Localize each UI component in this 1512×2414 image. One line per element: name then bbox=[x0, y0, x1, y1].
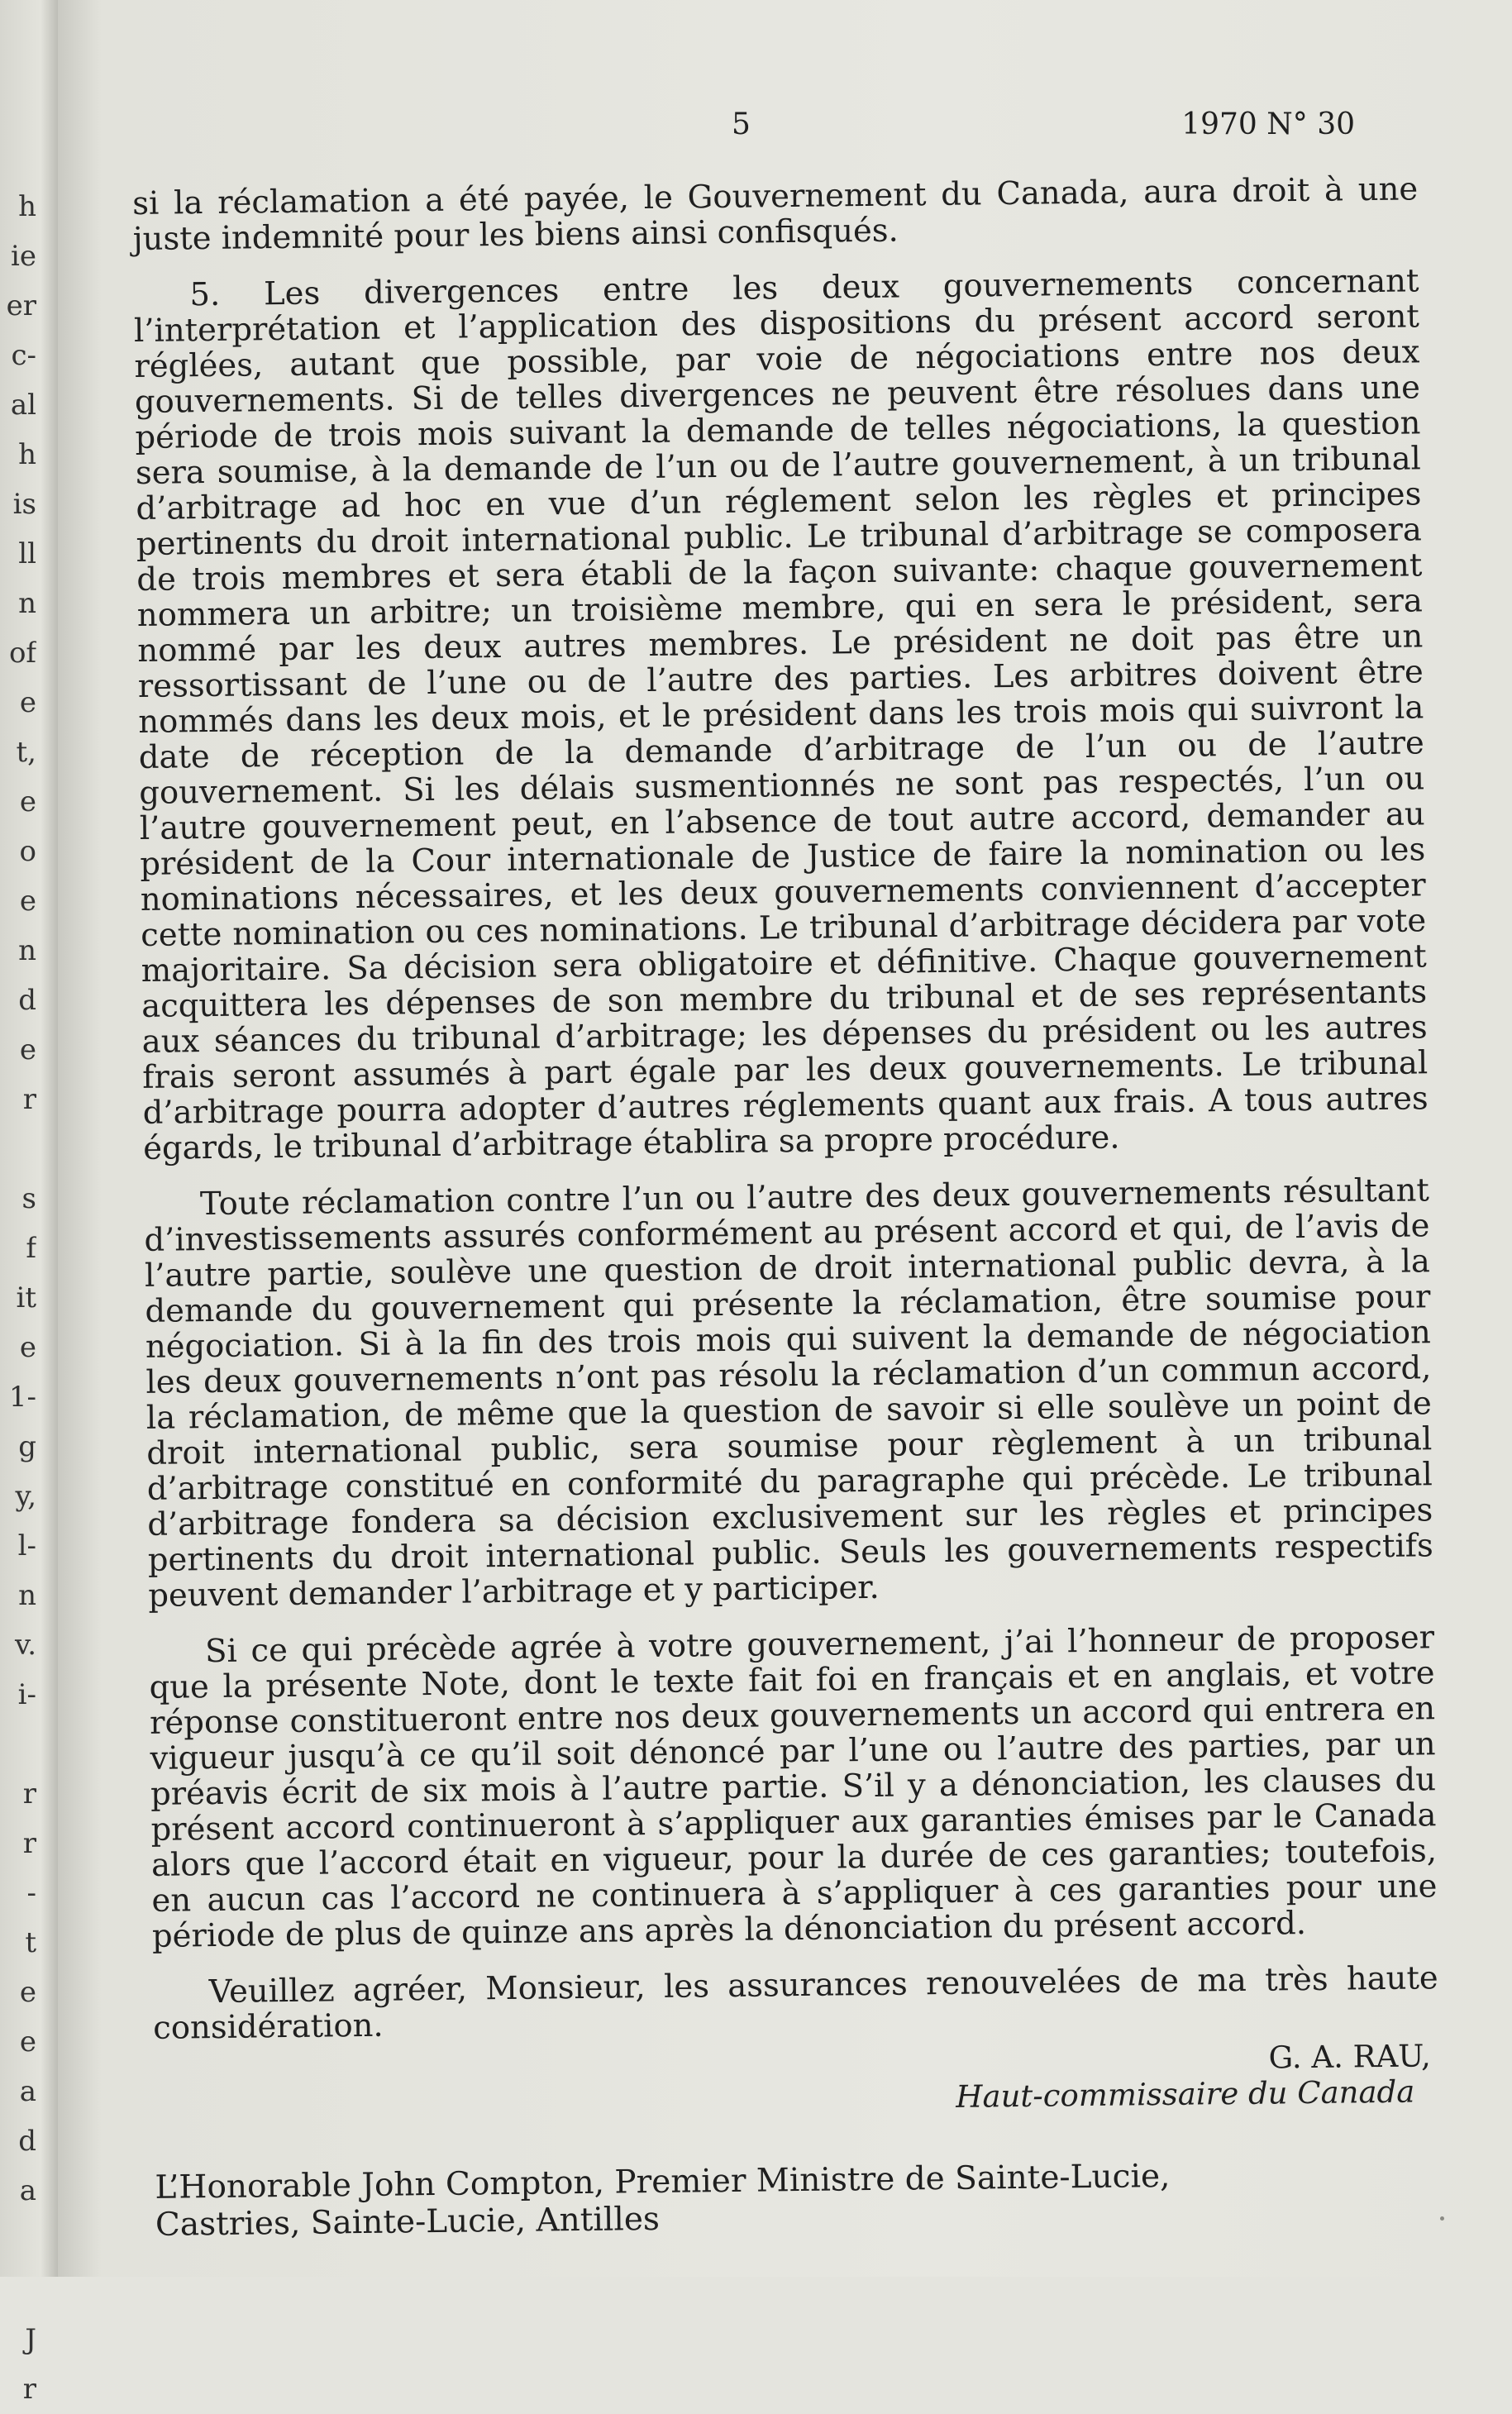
gutter-char: a bbox=[19, 2075, 36, 2108]
gutter-char: n bbox=[18, 587, 36, 620]
gutter-char: - bbox=[26, 1877, 36, 1910]
gutter-char: e bbox=[19, 885, 36, 918]
gutter-char: d bbox=[18, 2125, 36, 2158]
paragraph-proposal: Si ce qui précède agrée à votre gouvernement, j’ai l’honneur de proposer que la présente Note, dont le texte fait foi en français et en anglais, et votre réponse constitueront entre nos deux gouvernements un accord qui entrera en vigueur jusqu’à ce qu’il soit dénoncé par l’une ou l’autre des parties, par un préavis écrit de six mois à l’autre partie. S’il y a dénonciation, les clauses du présent accord continueront à s’appliquer aux garanties émises par le Canada alors que l’accord était en vigueur, pour la durée de ces garanties; toutefois, en aucun cas l’accord ne continuera à s’appliquer à ces garanties pour une période de plus de quinze ans après la dénonciation du présent accord. bbox=[149, 1619, 1438, 1955]
facing-page-edge bbox=[0, 0, 58, 2406]
gutter-char: a bbox=[19, 2174, 36, 2207]
gutter-char: v. bbox=[15, 1629, 36, 1662]
gutter-char: t bbox=[25, 1926, 36, 1959]
gutter-char: e bbox=[19, 686, 36, 719]
gutter-char: l- bbox=[17, 1529, 36, 1562]
gutter-char: e bbox=[19, 2025, 36, 2059]
gutter-char: e bbox=[19, 1331, 36, 1364]
gutter-char bbox=[0, 1720, 36, 1769]
gutter-char: ll bbox=[18, 537, 36, 570]
gutter-char: 1- bbox=[8, 1381, 36, 1414]
gutter-char bbox=[0, 1124, 36, 1174]
gutter-char bbox=[0, 2216, 36, 2265]
gutter-char: y, bbox=[15, 1480, 36, 1513]
gutter-char: t, bbox=[16, 736, 36, 769]
document-body bbox=[132, 171, 1441, 2243]
gutter-char: f bbox=[26, 1232, 36, 1265]
gutter-char: er bbox=[6, 289, 36, 322]
paragraph-claims: Toute réclamation contre l’un ou l’autre des deux gouvernements résultant d’investissements assurés conformément au présent accord et qui, de l’avis de l’autre partie, soulève une question de droit international public devra, à la demande du gouvernement qui présente la réclamation, être soumise pour négociation. Si à la fin des trois mois qui suivent la demande de négociation les deux gouvernements n’ont pas résolu la réclamation d’un commun accord, la réclamation, de même que la question de savoir si elle soulève un point de droit international public, sera soumise pour règlement à un tribunal d’arbitrage constitué en conformité du paragraphe qui précède. Le tribunal d’arbitrage fondera sa décision exclusivement sur les règles et principes pertinents du droit international public. Seuls les gouvernements respectifs peuvent demander l’arbitrage et y participer. bbox=[144, 1171, 1434, 1615]
gutter-char: i- bbox=[17, 1678, 36, 1711]
page-number: 5 bbox=[732, 107, 751, 141]
paragraph-article-5: 5. Les divergences entre les deux gouvernements concernant l’interprétation et l’application des dispositions du présent accord seront réglées, autant que possible, par voie de négociations entre nos deux gouvernements. Si de telles divergences ne peuvent être résolues dans une période de trois mois suivant la demande de telles négociations, la question sera soumise, à la demande de l’un ou de l’autre gouvernement, à un tribunal d’arbitrage ad hoc en vue d’un réglement selon les règles et principes pertinents du droit international public. Le tribunal d’arbitrage se composera de trois membres et sera établi de la façon suivante: chaque gouvernement nommera un arbitre; un troisième membre, qui en sera le président, sera nommé par les deux autres membres. Le président ne doit pas être un ressortissant de l’une ou de l’autre des parties. Les arbitres doivent être nommés dans les deux mois, et le président dans les trois mois qui suivront la date de réception de la demande d’arbitrage de l’un ou de l’autre gouvernement. Si les délais susmentionnés ne sont pas respectés, l’un ou l’autre gouvernement peut, en l’absence de tout autre accord, demander au président de la Cour internationale de Justice de faire la nomination ou les nominations nécessaires, et les deux gouvernements conviennent d’accepter cette nomination ou ces nominations. Le tribunal d’arbitrage décidera par vote majoritaire. Sa décision sera obligatoire et définitive. Chaque gouvernement acquittera les dépenses de son membre du tribunal et de ses représentants aux séances du tribunal d’arbitrage; les dépenses du président ou les autres frais seront assumés à part égale par les deux gouvernements. Le tribunal d’arbitrage pourra adopter d’autres réglements quant aux frais. A tous autres égards, le tribunal d’arbitrage établira sa propre procédure. bbox=[133, 262, 1429, 1167]
gutter-char: e bbox=[19, 1033, 36, 1066]
gutter-char: s bbox=[21, 1182, 36, 1215]
gutter-char: n bbox=[18, 934, 36, 967]
facing-page-text-fragments bbox=[0, 182, 36, 2414]
gutter-char: e bbox=[19, 785, 36, 818]
document-page bbox=[58, 0, 1512, 2277]
closing-formula: Veuillez agréer, Monsieur, les assurances renouvelées de ma très haute considération. bbox=[153, 1959, 1438, 2047]
gutter-char: J bbox=[25, 2323, 36, 2356]
gutter-char: al bbox=[10, 389, 36, 422]
issue-number: 1970 N° 30 bbox=[1181, 107, 1355, 141]
page-header bbox=[58, 107, 1512, 149]
gutter-char: g bbox=[18, 1430, 36, 1463]
paper-speck bbox=[1440, 2216, 1444, 2221]
recipient-line-1: L’Honorable John Compton, Premier Ministre de Sainte-Lucie, bbox=[155, 2157, 1171, 2206]
gutter-char bbox=[0, 2265, 36, 2315]
gutter-char: ie bbox=[11, 240, 36, 273]
signatory-title: Haut-commissaire du Canada bbox=[956, 2073, 1415, 2115]
gutter-char: o bbox=[19, 835, 36, 868]
gutter-char: e bbox=[19, 1976, 36, 2009]
gutter-char: n bbox=[18, 1579, 36, 1612]
recipient-address bbox=[155, 2154, 1441, 2244]
gutter-char: d bbox=[18, 984, 36, 1017]
gutter-char: r bbox=[22, 2373, 36, 2406]
gutter-char: h bbox=[18, 438, 36, 471]
gutter-char: it bbox=[16, 1281, 36, 1314]
gutter-char: c- bbox=[11, 339, 36, 372]
gutter-char: r bbox=[22, 1777, 36, 1810]
gutter-char: r bbox=[22, 1083, 36, 1116]
recipient-line-2: Castries, Sainte-Lucie, Antilles bbox=[155, 2200, 661, 2244]
gutter-char: r bbox=[22, 1827, 36, 1860]
signatory-name: G. A. RAU, bbox=[1268, 2038, 1432, 2076]
paragraph-continuation: si la réclamation a été payée, le Gouvernement du Canada, aura droit à une juste indemnité pour les biens ainsi confisqués. bbox=[131, 170, 1419, 258]
gutter-char: of bbox=[8, 637, 36, 670]
gutter-char: h bbox=[18, 190, 36, 223]
gutter-char: is bbox=[12, 488, 36, 521]
